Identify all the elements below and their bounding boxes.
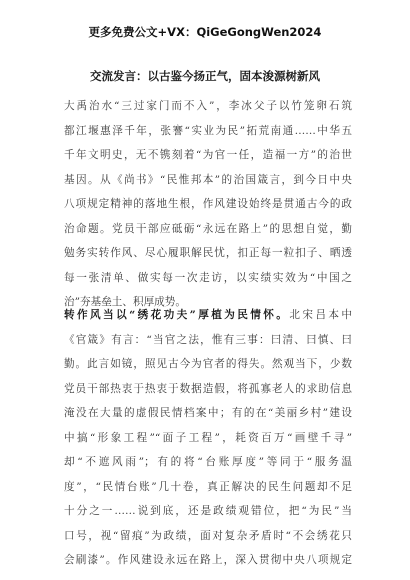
paragraph-line: 中搞“形象工程”“面子工程”，耗资百万“画壁千寻”: [64, 431, 352, 444]
paragraph-line: 口号，视“留痕”为政绩，面对复杂矛盾时“不会绣花只: [64, 529, 352, 542]
paragraph-line: 千年文明史，无不镌刻着“为官一任，造福一方”的治世: [64, 149, 352, 161]
paragraph-lead-rest: 北宋吕本中: [289, 309, 352, 321]
paragraph-line: 大禹治水“三过家门而不入”，李冰父子以竹笼卵石筑: [64, 100, 352, 112]
paragraph-line: 会刷漆”。作风建设永远在路上，深入贯彻中央八项规定: [64, 554, 352, 566]
paragraph-2: [64, 303, 352, 573]
paragraph-line: 八项规定精神的落地生根，作风建设始终是贯通古今的政: [64, 198, 352, 210]
promo-header: 更多免费公文+VX：QiGeGongWen2024: [88, 25, 322, 39]
paragraph-lead-line: [64, 303, 352, 328]
paragraph-line: 党员干部热衷于热衷于数据造假，将孤寡老人的求助信息: [64, 382, 352, 395]
paragraph-line: 都江堰惠泽千年，张謇“实业为民”拓荒南通……中华五: [64, 124, 352, 137]
paragraph-line: 《官箴》有言：“当官之法，惟有三事：曰清、曰慎、曰: [64, 333, 352, 346]
article-title: 交流发言：以古鉴今扬正气，固本浚源树新风: [90, 69, 320, 83]
paragraph-line: 勤。此言如镜，照见古今为官者的得失。然观当下，少数: [64, 358, 352, 370]
paragraph-line: 治命题。党员干部应砥砺“永远在路上”的思想自觉，勤: [64, 222, 352, 235]
paragraph-line: 却“不遮风雨”；有的将“台账厚度”等同于“服务温: [64, 456, 352, 468]
paragraph-line: 十分之一……说到底，还是政绩观错位，把“为民”当: [64, 505, 352, 517]
paragraph-lead-heading: 转作风当以“绣花功夫”厚植为民情怀。: [64, 309, 290, 321]
paragraph-line: 淹没在大量的虚假民情档案中；有的在“美丽乡村”建设: [64, 407, 352, 419]
paragraph-line: 勉务实转作风、尽心履职解民忧，扣正每一粒扣子、晒透: [64, 247, 352, 259]
paragraph-line: 治”夯基垒土、积厚成势。: [64, 296, 186, 308]
paragraph-1: [64, 94, 352, 315]
paragraph-line: 基因。从《尚书》“民惟邦本”的治国箴言，到今日中央: [64, 173, 352, 186]
paragraph-line: 度”，“民情台账”几十卷，真正解决的民生问题却不足: [64, 480, 352, 493]
paragraph-line: 每一张清单、做实每一次走访，以实绩实效为“中国之: [64, 271, 352, 284]
